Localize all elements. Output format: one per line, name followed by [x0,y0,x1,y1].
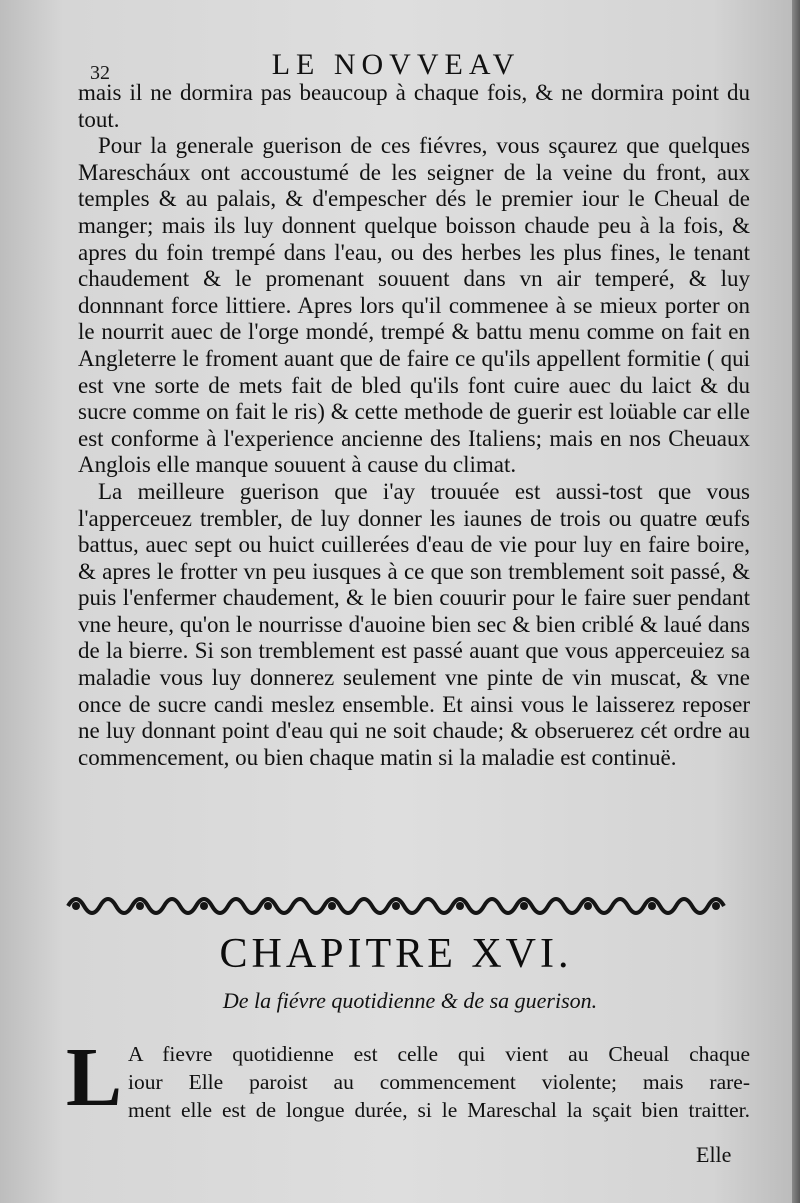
body-text [78,80,750,771]
page-edge-shadow [792,0,800,1203]
page-number: 32 [90,62,110,84]
running-head: LE NOVVEAV [271,48,521,81]
paragraph: La meilleure guerison que i'ay trouuée est aussi-tost que vous l'apperceuez trembler, de luy donner les iaunes de trois ou quatre œufs battus, auec sept ou huict cuillerées d'eau de vie pour luy en faire boire, & apres le frotter vn peu iusques à ce que son tremblement soit passé, & puis l'enfermer chaudement, & le bien couurir pour le faire suer pendant vne heure, qu'on le nourrisse d'auoine bien sec & bien criblé & laué dans de la bierre. Si son tremblement est passé auant que vous apperceuiez sa maladie vous luy donnerez seulement vne pinte de vin muscat, & vne once de sucre candi meslez ensemble. Et ainsi vous le laisserez reposer ne luy donnant point d'eau qui ne soit chaude; & obseruerez cét ordre au commencement, ou bien chaque matin si la maladie est continuë. [78,478,750,770]
paragraph: Pour la generale guerison de ces fiévres, vous sçaurez que quelques Marescháux ont accoustumé de les seigner de la veine du front, aux temples & au palais, & d'empescher dés le premier iour le Cheual de manger; mais ils luy donnent quelque boisson chaude peu à la fois, & apres du foin trempé dans l'eau, ou des herbes les plus fines, le tenant chaudement & le promenant souuent dans vn air temperé, & luy donnnant force littiere. Apres lors qu'il commenee à se mieux porter on le nourrit auec de l'orge mondé, trempé & battu menu comme on fait en Angleterre le froment auant que de faire ce qu'ils appellent formitie ( qui est vne sorte de mets fait de bled qu'ils font cuire auec du laict & du sucre comme on fait le ris) & cette methode de guerir est loüable car elle est conforme à l'experience ancienne des Italiens; mais en nos Cheuaux Anglois elle manque souuent à cause du climat. [78,133,750,478]
chapter-line: A fievre quotidienne est celle qui vient au Cheual chaque [128,1042,750,1066]
chapter-title: CHAPITRE XVI. [219,931,573,977]
chapter-subtitle: De la fiévre quotidienne & de sa guerison. [222,988,598,1013]
drop-cap: L [66,1031,123,1124]
catchword: Elle [696,1142,732,1167]
chapter-opening [66,1031,750,1124]
chapter-line: ment elle est de longue durée, si le Mareschal la sçait bien traitter. [128,1098,750,1122]
chapter-line: iour Elle paroist au commencement violente; mais rare- [128,1070,750,1094]
paragraph: mais il ne dormira pas beaucoup à chaque fois, & ne dormira point du tout. [78,80,750,132]
ornament-band [62,888,748,924]
